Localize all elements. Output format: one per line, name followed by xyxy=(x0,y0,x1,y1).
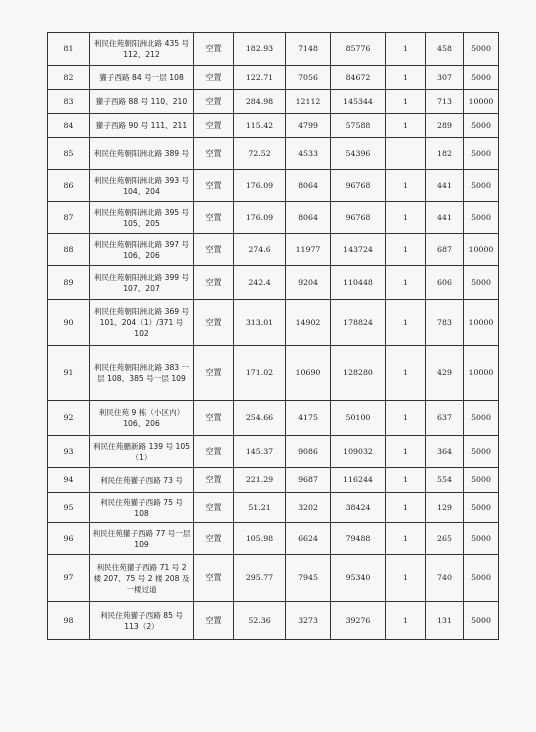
cell-no: 84 xyxy=(48,114,90,138)
cell-monthly-rent: 6624 xyxy=(286,523,331,555)
cell-monthly-rent: 14902 xyxy=(286,300,331,346)
cell-address: 利民住苑朝阳洲北路 395 号 105、205 xyxy=(90,202,194,234)
cell-no: 94 xyxy=(48,468,90,493)
cell-monthly-rent: 7056 xyxy=(286,66,331,90)
cell-deposit: 364 xyxy=(426,436,464,468)
cell-deposit: 441 xyxy=(426,170,464,202)
cell-area: 242.4 xyxy=(234,266,286,300)
table-row xyxy=(48,602,499,640)
cell-status: 空置 xyxy=(194,493,234,523)
cell-status: 空置 xyxy=(194,66,234,90)
cell-area: 51.21 xyxy=(234,493,286,523)
cell-no: 87 xyxy=(48,202,90,234)
cell-deposit: 429 xyxy=(426,346,464,401)
cell-no: 93 xyxy=(48,436,90,468)
cell-status: 空置 xyxy=(194,436,234,468)
cell-qty: 1 xyxy=(386,555,426,602)
cell-address: 利民住苑朝阳洲北路 393 号 104、204 xyxy=(90,170,194,202)
cell-address: 利民住苑鹏新路 139 号 105（1） xyxy=(90,436,194,468)
cell-bid-step: 5000 xyxy=(464,66,499,90)
cell-status: 空置 xyxy=(194,90,234,114)
table-row xyxy=(48,300,499,346)
cell-area: 176.09 xyxy=(234,202,286,234)
cell-address: 獾子西路 84 号一层 108 xyxy=(90,66,194,90)
cell-no: 92 xyxy=(48,401,90,436)
cell-annual-rent: 54396 xyxy=(331,138,386,170)
cell-monthly-rent: 4175 xyxy=(286,401,331,436)
cell-area: 72.52 xyxy=(234,138,286,170)
table-row xyxy=(48,436,499,468)
cell-area: 313.01 xyxy=(234,300,286,346)
cell-status: 空置 xyxy=(194,523,234,555)
cell-bid-step: 5000 xyxy=(464,602,499,640)
cell-address: 利民住苑獾子西路 85 号 113（2） xyxy=(90,602,194,640)
cell-bid-step: 5000 xyxy=(464,468,499,493)
cell-deposit: 289 xyxy=(426,114,464,138)
cell-status: 空置 xyxy=(194,401,234,436)
cell-qty: 1 xyxy=(386,202,426,234)
table-body xyxy=(48,33,499,640)
cell-no: 88 xyxy=(48,234,90,266)
cell-bid-step: 5000 xyxy=(464,493,499,523)
cell-no: 95 xyxy=(48,493,90,523)
cell-bid-step: 5000 xyxy=(464,266,499,300)
cell-annual-rent: 109032 xyxy=(331,436,386,468)
cell-address: 利民住苑朝阳洲北路 383 一层 108、385 号一层 109 xyxy=(90,346,194,401)
cell-deposit: 713 xyxy=(426,90,464,114)
cell-annual-rent: 95340 xyxy=(331,555,386,602)
cell-qty: 1 xyxy=(386,33,426,66)
cell-area: 171.02 xyxy=(234,346,286,401)
cell-bid-step: 5000 xyxy=(464,33,499,66)
cell-status: 空置 xyxy=(194,468,234,493)
cell-bid-step: 5000 xyxy=(464,138,499,170)
cell-annual-rent: 84672 xyxy=(331,66,386,90)
cell-qty: 1 xyxy=(386,90,426,114)
cell-monthly-rent: 9687 xyxy=(286,468,331,493)
cell-annual-rent: 50100 xyxy=(331,401,386,436)
cell-area: 254.66 xyxy=(234,401,286,436)
cell-status: 空置 xyxy=(194,202,234,234)
cell-qty: 1 xyxy=(386,300,426,346)
cell-qty: 1 xyxy=(386,602,426,640)
cell-no: 86 xyxy=(48,170,90,202)
cell-qty: 1 xyxy=(386,436,426,468)
cell-annual-rent: 145344 xyxy=(331,90,386,114)
cell-area: 145.37 xyxy=(234,436,286,468)
cell-status: 空置 xyxy=(194,346,234,401)
cell-annual-rent: 116244 xyxy=(331,468,386,493)
cell-monthly-rent: 4799 xyxy=(286,114,331,138)
cell-area: 221.29 xyxy=(234,468,286,493)
cell-status: 空置 xyxy=(194,555,234,602)
cell-deposit: 606 xyxy=(426,266,464,300)
cell-address: 利民住苑獾子西路 75 号 108 xyxy=(90,493,194,523)
table-row xyxy=(48,138,499,170)
cell-area: 182.93 xyxy=(234,33,286,66)
cell-monthly-rent: 3202 xyxy=(286,493,331,523)
cell-address: 獾子西路 88 号 110、210 xyxy=(90,90,194,114)
cell-deposit: 441 xyxy=(426,202,464,234)
cell-status: 空置 xyxy=(194,138,234,170)
property-table xyxy=(47,32,499,640)
cell-annual-rent: 143724 xyxy=(331,234,386,266)
cell-no: 98 xyxy=(48,602,90,640)
cell-deposit: 458 xyxy=(426,33,464,66)
cell-status: 空置 xyxy=(194,300,234,346)
cell-monthly-rent: 12112 xyxy=(286,90,331,114)
cell-deposit: 265 xyxy=(426,523,464,555)
cell-bid-step: 5000 xyxy=(464,401,499,436)
cell-monthly-rent: 9204 xyxy=(286,266,331,300)
cell-deposit: 687 xyxy=(426,234,464,266)
cell-bid-step: 5000 xyxy=(464,523,499,555)
table-row xyxy=(48,170,499,202)
cell-address: 利民住苑獾子西路 73 号 xyxy=(90,468,194,493)
cell-deposit: 182 xyxy=(426,138,464,170)
cell-no: 81 xyxy=(48,33,90,66)
cell-annual-rent: 96768 xyxy=(331,202,386,234)
cell-bid-step: 10000 xyxy=(464,346,499,401)
cell-no: 96 xyxy=(48,523,90,555)
cell-annual-rent: 38424 xyxy=(331,493,386,523)
cell-area: 52.36 xyxy=(234,602,286,640)
cell-annual-rent: 96768 xyxy=(331,170,386,202)
cell-address: 利民住苑朝阳洲北路 389 号 xyxy=(90,138,194,170)
cell-monthly-rent: 7945 xyxy=(286,555,331,602)
cell-annual-rent: 85776 xyxy=(331,33,386,66)
cell-deposit: 129 xyxy=(426,493,464,523)
cell-area: 176.09 xyxy=(234,170,286,202)
cell-status: 空置 xyxy=(194,602,234,640)
cell-area: 105.98 xyxy=(234,523,286,555)
cell-area: 295.77 xyxy=(234,555,286,602)
cell-monthly-rent: 4533 xyxy=(286,138,331,170)
cell-area: 284.98 xyxy=(234,90,286,114)
cell-deposit: 554 xyxy=(426,468,464,493)
cell-qty xyxy=(386,138,426,170)
cell-monthly-rent: 7148 xyxy=(286,33,331,66)
cell-address: 利民住苑 9 栋（小区内）106、206 xyxy=(90,401,194,436)
cell-area: 115.42 xyxy=(234,114,286,138)
table-row xyxy=(48,346,499,401)
cell-monthly-rent: 10690 xyxy=(286,346,331,401)
cell-no: 91 xyxy=(48,346,90,401)
cell-status: 空置 xyxy=(194,234,234,266)
cell-annual-rent: 110448 xyxy=(331,266,386,300)
cell-bid-step: 5000 xyxy=(464,555,499,602)
cell-annual-rent: 128280 xyxy=(331,346,386,401)
table-row xyxy=(48,33,499,66)
table-row xyxy=(48,493,499,523)
cell-no: 90 xyxy=(48,300,90,346)
cell-annual-rent: 79488 xyxy=(331,523,386,555)
cell-address: 利民住苑朝阳洲北路 369 号 101、204（1）/371 号 102 xyxy=(90,300,194,346)
cell-monthly-rent: 11977 xyxy=(286,234,331,266)
cell-qty: 1 xyxy=(386,468,426,493)
table-row xyxy=(48,114,499,138)
cell-area: 122.71 xyxy=(234,66,286,90)
table-row xyxy=(48,468,499,493)
cell-qty: 1 xyxy=(386,66,426,90)
cell-address: 利民住苑朝阳洲北路 435 号 112、212 xyxy=(90,33,194,66)
cell-deposit: 131 xyxy=(426,602,464,640)
cell-deposit: 740 xyxy=(426,555,464,602)
cell-monthly-rent: 9086 xyxy=(286,436,331,468)
cell-bid-step: 5000 xyxy=(464,202,499,234)
cell-deposit: 783 xyxy=(426,300,464,346)
cell-status: 空置 xyxy=(194,33,234,66)
cell-address: 利民住苑獾子西路 77 号一层 109 xyxy=(90,523,194,555)
cell-status: 空置 xyxy=(194,114,234,138)
cell-bid-step: 5000 xyxy=(464,170,499,202)
cell-annual-rent: 178824 xyxy=(331,300,386,346)
table-row xyxy=(48,266,499,300)
cell-deposit: 637 xyxy=(426,401,464,436)
cell-no: 82 xyxy=(48,66,90,90)
table-row xyxy=(48,234,499,266)
cell-no: 89 xyxy=(48,266,90,300)
cell-bid-step: 5000 xyxy=(464,436,499,468)
cell-qty: 1 xyxy=(386,493,426,523)
cell-qty: 1 xyxy=(386,346,426,401)
cell-bid-step: 10000 xyxy=(464,234,499,266)
cell-no: 83 xyxy=(48,90,90,114)
cell-qty: 1 xyxy=(386,170,426,202)
cell-qty: 1 xyxy=(386,401,426,436)
cell-status: 空置 xyxy=(194,266,234,300)
cell-qty: 1 xyxy=(386,266,426,300)
cell-address: 獾子西路 90 号 111、211 xyxy=(90,114,194,138)
cell-monthly-rent: 3273 xyxy=(286,602,331,640)
table-row xyxy=(48,90,499,114)
cell-bid-step: 10000 xyxy=(464,90,499,114)
table-row xyxy=(48,66,499,90)
cell-bid-step: 5000 xyxy=(464,114,499,138)
cell-qty: 1 xyxy=(386,523,426,555)
cell-address: 利民住苑朝阳洲北路 397 号 106、206 xyxy=(90,234,194,266)
cell-qty: 1 xyxy=(386,234,426,266)
cell-address: 利民住苑獾子西路 71 号 2 楼 207、75 号 2 楼 208 及一楼过道 xyxy=(90,555,194,602)
cell-area: 274.6 xyxy=(234,234,286,266)
cell-bid-step: 10000 xyxy=(464,300,499,346)
cell-address: 利民住苑朝阳洲北路 399 号 107、207 xyxy=(90,266,194,300)
cell-no: 97 xyxy=(48,555,90,602)
cell-deposit: 307 xyxy=(426,66,464,90)
cell-monthly-rent: 8064 xyxy=(286,170,331,202)
cell-qty: 1 xyxy=(386,114,426,138)
table-row xyxy=(48,202,499,234)
cell-annual-rent: 39276 xyxy=(331,602,386,640)
table-row xyxy=(48,401,499,436)
table-row xyxy=(48,523,499,555)
cell-status: 空置 xyxy=(194,170,234,202)
cell-monthly-rent: 8064 xyxy=(286,202,331,234)
table-row xyxy=(48,555,499,602)
cell-annual-rent: 57588 xyxy=(331,114,386,138)
cell-no: 85 xyxy=(48,138,90,170)
